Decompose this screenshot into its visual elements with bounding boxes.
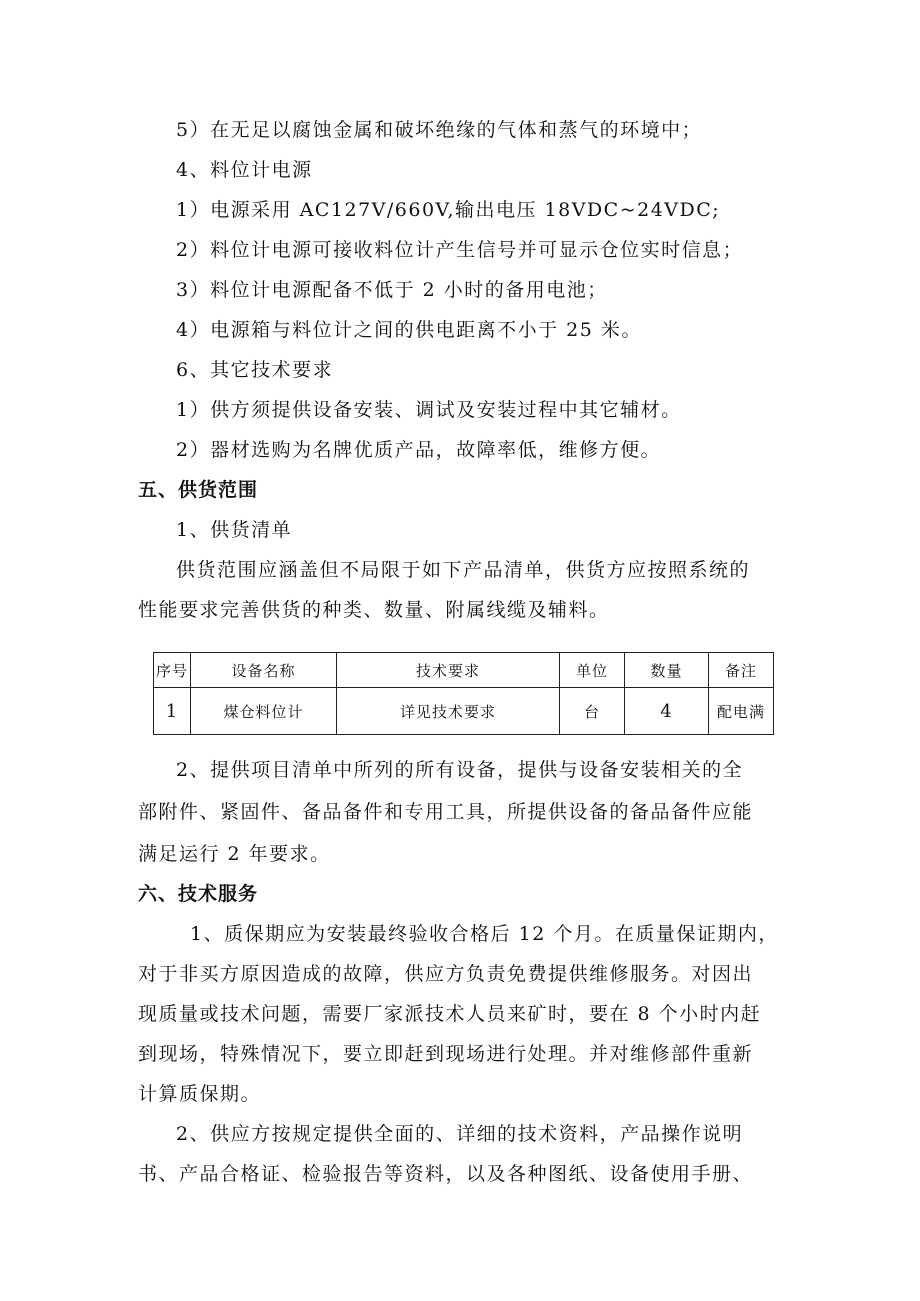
table-row [154,688,774,735]
paragraph-line: 现质量或技术问题，需要厂家派技术人员来矿时，要在 8 个小时内赶 [138,1003,762,1025]
table-cell: 4 [625,688,709,735]
table-header-cell: 技术要求 [337,653,560,688]
paragraph-line: 对于非买方原因造成的故障，供应方负责免费提供维修服务。对因出 [138,963,754,985]
supply-list-table [153,652,774,735]
paragraph-line: 书、产品合格证、检验报告等资料，以及各种图纸、设备使用手册、 [138,1163,754,1185]
list-item: 1）电源采用 AC127V/660V,输出电压 18VDC~24VDC; [176,199,721,221]
list-item: 5）在无足以腐蚀金属和破坏绝缘的气体和蒸气的环境中； [176,119,703,141]
table-cell: 1 [154,688,191,735]
table-header-cell: 单位 [560,653,625,688]
table-header-cell: 序号 [154,653,191,688]
list-item: 4）电源箱与料位计之间的供电距离不小于 25 米。 [176,319,642,341]
list-item: 3）料位计电源配备不低于 2 小时的备用电池； [176,279,608,301]
paragraph-line: 供货范围应涵盖但不局限于如下产品清单，供货方应按照系统的 [176,559,751,581]
table-header-row [154,653,774,688]
section-heading: 六、技术服务 [138,883,259,905]
paragraph-line: 1、质保期应为安装最终验收合格后 12 个月。在质量保证期内， [190,923,779,945]
paragraph-line: 2、提供项目清单中所列的所有设备，提供与设备安装相关的全 [176,759,744,781]
paragraph-line: 满足运行 2 年要求。 [138,843,331,865]
list-item: 2）器材选购为名牌优质产品，故障率低，维修方便。 [176,439,662,461]
table-cell: 详见技术要求 [337,688,560,735]
paragraph-line: 部附件、紧固件、备品备件和专用工具，所提供设备的备品备件应能 [138,801,754,823]
paragraph-line: 到现场，特殊情况下，要立即赶到现场进行处理。并对维修部件重新 [138,1043,754,1065]
section-heading: 五、供货范围 [138,479,259,501]
table-cell: 配电满 [709,688,774,735]
subsection-title: 1、供货清单 [176,519,293,541]
table-header-cell: 数量 [625,653,709,688]
table-header-cell: 备注 [709,653,774,688]
table-header-cell: 设备名称 [191,653,337,688]
paragraph-line: 性能要求完善供货的种类、数量、附属线缆及辅料。 [138,599,610,621]
paragraph-line: 计算质保期。 [138,1083,262,1105]
subsection-title: 6、其它技术要求 [176,359,334,381]
list-item: 2）料位计电源可接收料位计产生信号并可显示仓位实时信息； [176,239,744,261]
table-cell: 煤仓料位计 [191,688,337,735]
paragraph-line: 2、供应方按规定提供全面的、详细的技术资料，产品操作说明 [176,1123,744,1145]
table-cell: 台 [560,688,625,735]
list-item: 1）供方须提供设备安装、调试及安装过程中其它辅材。 [176,399,682,421]
subsection-title: 4、料位计电源 [176,159,313,181]
